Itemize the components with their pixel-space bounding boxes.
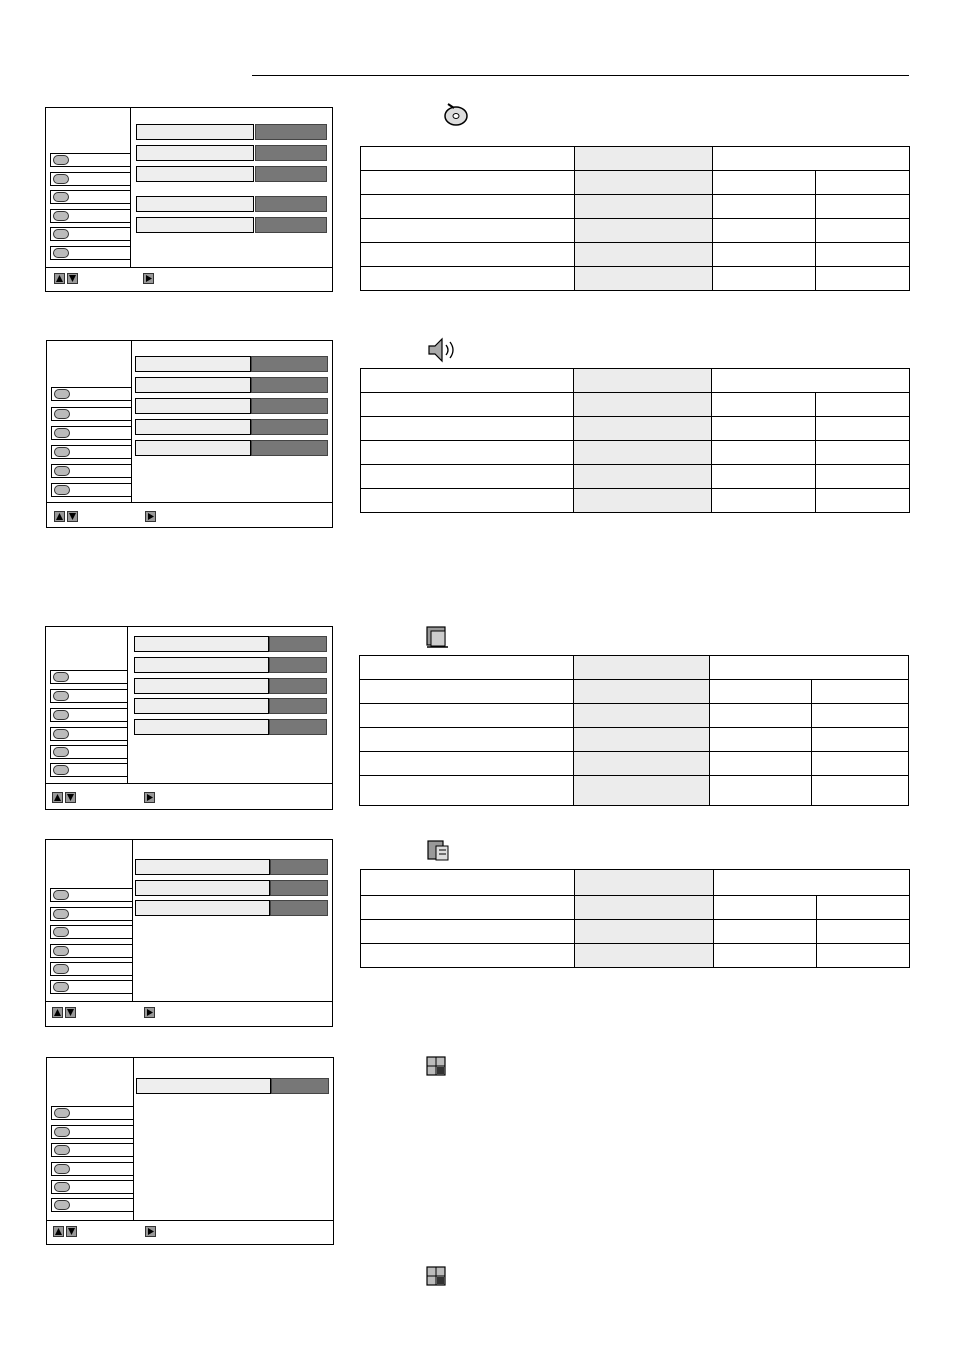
tab-audio[interactable] (50, 689, 127, 703)
language-tab-icon (54, 1164, 70, 1174)
option-value[interactable] (255, 166, 327, 182)
menu-option[interactable] (134, 678, 269, 694)
tab-language[interactable] (50, 944, 132, 958)
tab-disc[interactable] (50, 888, 132, 902)
option-value[interactable] (255, 217, 327, 233)
menu-option[interactable] (134, 636, 269, 652)
tab-extra[interactable] (51, 483, 131, 497)
disc-menu-panel (45, 107, 333, 292)
menu-option[interactable] (136, 1078, 271, 1094)
option-value[interactable] (251, 356, 328, 372)
language-tab-icon (54, 447, 70, 457)
tab-misc[interactable] (50, 962, 132, 976)
tab-disc[interactable] (50, 153, 130, 167)
video-tab-icon (54, 428, 70, 438)
tab-extra[interactable] (50, 980, 132, 994)
tab-extra[interactable] (50, 763, 127, 777)
disc-icon (440, 100, 472, 128)
table-row (361, 171, 910, 195)
menu-option[interactable] (135, 440, 251, 456)
menu-option[interactable] (135, 377, 251, 393)
header-rule (252, 75, 909, 76)
tab-extra[interactable] (50, 246, 130, 260)
tab-language[interactable] (51, 445, 131, 459)
option-value[interactable] (271, 1078, 329, 1094)
option-value[interactable] (269, 657, 327, 673)
language-tab-icon (53, 729, 69, 739)
tab-disc[interactable] (51, 1106, 133, 1120)
tab-language[interactable] (50, 209, 130, 223)
tab-video[interactable] (50, 708, 127, 722)
misc-tab-icon (54, 466, 70, 476)
down-arrow-icon (66, 1226, 77, 1237)
menu-option[interactable] (136, 145, 254, 161)
tab-extra[interactable] (51, 1198, 133, 1212)
menu-option[interactable] (135, 398, 251, 414)
video-tab-icon (53, 710, 69, 720)
video-menu-panel (45, 626, 333, 810)
option-value[interactable] (269, 678, 327, 694)
audio-tab-icon (53, 174, 69, 184)
disc-tab-icon (53, 155, 69, 165)
tab-language[interactable] (51, 1162, 133, 1176)
table-row (360, 752, 909, 776)
monitor-icon (424, 625, 452, 651)
table-row (361, 896, 910, 920)
audio-menu-panel (46, 340, 333, 528)
extra-tab-icon (53, 248, 69, 258)
table-row (361, 489, 910, 513)
audio-tab-icon (54, 409, 70, 419)
tab-audio[interactable] (51, 407, 131, 421)
option-value[interactable] (251, 419, 328, 435)
up-arrow-icon (52, 792, 63, 803)
up-arrow-icon (53, 1226, 64, 1237)
menu-option[interactable] (135, 900, 270, 916)
misc-tab-icon (53, 229, 69, 239)
language-tab-icon (53, 946, 69, 956)
misc-tab-icon (53, 747, 69, 757)
menu-option[interactable] (135, 419, 251, 435)
extra-tab-icon (53, 982, 69, 992)
table-row (360, 728, 909, 752)
table-row (361, 944, 910, 968)
table-row (361, 920, 910, 944)
enter-arrow-icon (145, 511, 156, 522)
tab-misc[interactable] (51, 1180, 133, 1194)
disc-tab-icon (53, 672, 69, 682)
video-tab-icon (53, 927, 69, 937)
table-row (361, 393, 910, 417)
language-settings-table (360, 869, 910, 968)
table-row (361, 870, 910, 896)
table-row (360, 680, 909, 704)
down-arrow-icon (65, 1007, 76, 1018)
option-value[interactable] (255, 124, 327, 140)
table-row (361, 243, 910, 267)
option-value[interactable] (255, 145, 327, 161)
enter-arrow-icon (144, 792, 155, 803)
table-row (361, 369, 910, 393)
tab-misc[interactable] (51, 464, 131, 478)
table-row (360, 704, 909, 728)
menu-option[interactable] (135, 880, 270, 896)
disc-tab-icon (53, 890, 69, 900)
up-arrow-icon (54, 511, 65, 522)
disc-tab-icon (54, 1108, 70, 1118)
audio-tab-icon (53, 909, 69, 919)
option-value[interactable] (270, 859, 328, 875)
table-row (361, 465, 910, 489)
tab-disc[interactable] (51, 387, 131, 401)
misc-tab-icon (54, 1182, 70, 1192)
language-tab-icon (53, 211, 69, 221)
tab-language[interactable] (50, 727, 127, 741)
audio-settings-table (360, 368, 910, 513)
down-arrow-icon (65, 792, 76, 803)
option-value[interactable] (251, 377, 328, 393)
table-row (361, 147, 910, 171)
grid-icon (424, 1054, 450, 1080)
language-menu-panel (45, 839, 333, 1027)
table-row (361, 219, 910, 243)
menu-option[interactable] (134, 719, 269, 735)
table-row (361, 417, 910, 441)
audio-tab-icon (53, 691, 69, 701)
menu-option[interactable] (135, 356, 251, 372)
extra-tab-icon (54, 485, 70, 495)
option-value[interactable] (251, 440, 328, 456)
option-value[interactable] (269, 636, 327, 652)
table-row (361, 267, 910, 291)
tab-disc[interactable] (50, 670, 127, 684)
down-arrow-icon (67, 273, 78, 284)
tab-video[interactable] (50, 190, 130, 204)
menu-option[interactable] (136, 217, 254, 233)
video-settings-table (359, 655, 909, 806)
tab-audio[interactable] (50, 907, 132, 921)
grid-icon (424, 1264, 450, 1290)
misc-tab-icon (53, 964, 69, 974)
tab-video[interactable] (51, 1143, 133, 1157)
option-value[interactable] (255, 196, 327, 212)
video-tab-icon (54, 1145, 70, 1155)
menu-option[interactable] (134, 698, 269, 714)
enter-arrow-icon (145, 1226, 156, 1237)
menu-option[interactable] (136, 166, 254, 182)
option-value[interactable] (251, 398, 328, 414)
misc-menu-panel (46, 1057, 334, 1245)
extra-tab-icon (53, 765, 69, 775)
menu-option[interactable] (135, 859, 270, 875)
enter-arrow-icon (144, 1007, 155, 1018)
disc-tab-icon (54, 389, 70, 399)
audio-tab-icon (54, 1127, 70, 1137)
tab-video[interactable] (51, 426, 131, 440)
tab-audio[interactable] (51, 1125, 133, 1139)
language-icon (425, 838, 453, 864)
option-value[interactable] (269, 719, 327, 735)
speaker-icon (425, 336, 459, 364)
tab-video[interactable] (50, 925, 132, 939)
option-value[interactable] (270, 880, 328, 896)
menu-option[interactable] (134, 657, 269, 673)
menu-option[interactable] (136, 124, 254, 140)
enter-arrow-icon (143, 273, 154, 284)
tab-misc[interactable] (50, 745, 127, 759)
table-row (361, 441, 910, 465)
up-arrow-icon (52, 1007, 63, 1018)
up-arrow-icon (54, 273, 65, 284)
table-row (361, 195, 910, 219)
table-row (360, 656, 909, 680)
table-row (360, 776, 909, 806)
option-value[interactable] (269, 698, 327, 714)
option-value[interactable] (270, 900, 328, 916)
tab-audio[interactable] (50, 172, 130, 186)
down-arrow-icon (67, 511, 78, 522)
tab-misc[interactable] (50, 227, 130, 241)
disc-settings-table (360, 146, 910, 291)
menu-option[interactable] (136, 196, 254, 212)
extra-tab-icon (54, 1200, 70, 1210)
video-tab-icon (53, 192, 69, 202)
